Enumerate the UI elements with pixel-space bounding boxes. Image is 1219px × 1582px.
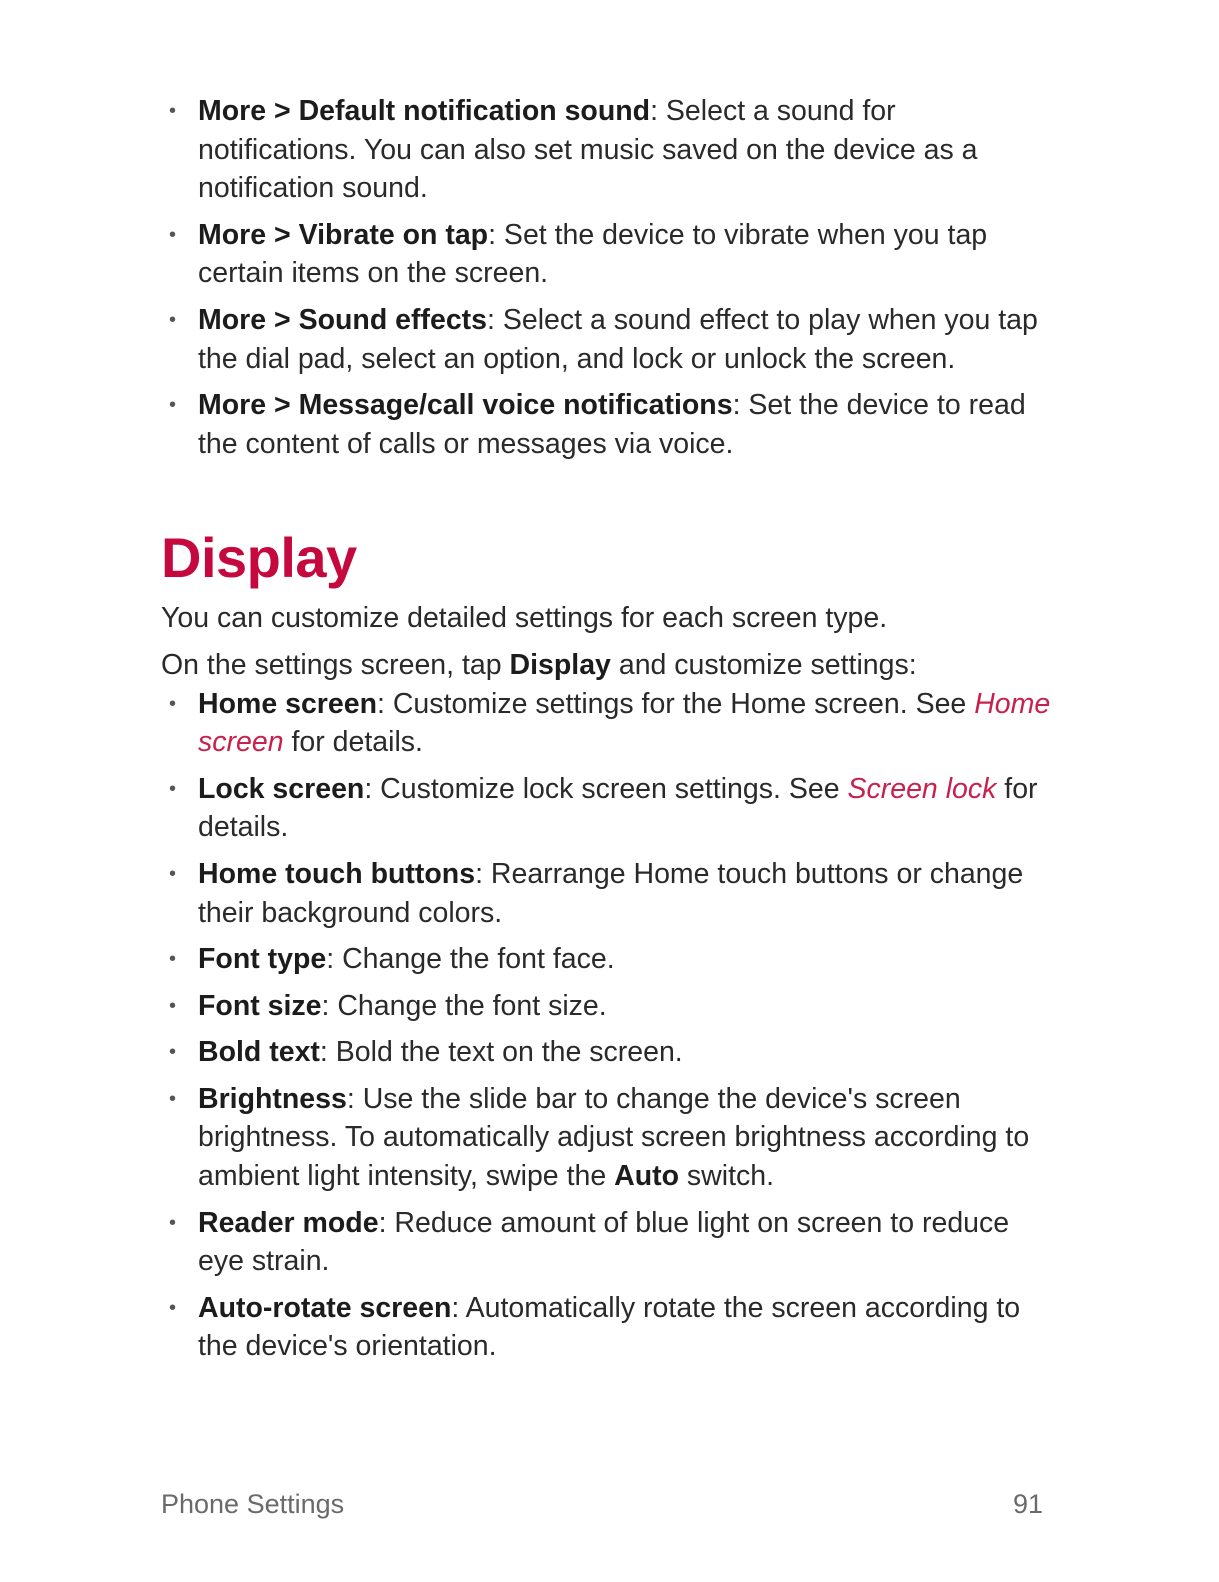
section-heading-display: Display [161, 526, 357, 590]
bullet-icon: • [169, 948, 177, 971]
display-settings-list [161, 685, 1061, 1367]
setting-description: : Change the font size. [321, 989, 607, 1022]
setting-description: : Set the device to vibrate when you tap certain items on the screen. [198, 218, 988, 290]
setting-description-end: switch. [679, 1160, 775, 1193]
setting-description: : Automatically rotate the screen according to the device's orientation. [198, 1291, 1021, 1363]
setting-term: Message/call voice notifications [298, 389, 733, 422]
setting-description: : Rearrange Home touch buttons or change their background colors. [198, 857, 1024, 929]
menu-path-separator: > [266, 389, 299, 422]
menu-path-separator: > [266, 95, 299, 127]
setting-description: : Set the device to read the content of calls or messages via voice. [198, 389, 1026, 460]
list-item-reader-mode [161, 1204, 1061, 1281]
bullet-icon: • [169, 777, 177, 800]
setting-term: Bold text [198, 1036, 320, 1069]
instruction-pre: On the settings screen, tap [161, 648, 510, 681]
auto-switch-term: Auto [614, 1160, 679, 1193]
setting-term: Reader mode [198, 1206, 379, 1239]
setting-term: Home touch buttons [198, 857, 476, 890]
list-item-lock-screen [161, 770, 1061, 847]
list-item-font-size [161, 987, 1061, 1026]
list-item-brightness [161, 1080, 1061, 1196]
menu-path-separator: > [266, 303, 299, 336]
setting-description: : Reduce amount of blue light on screen to reduce eye strain. [198, 1206, 1010, 1278]
bullet-icon: • [169, 1041, 177, 1064]
setting-description-end: for details. [283, 726, 423, 759]
setting-term: Brightness [198, 1082, 347, 1115]
bullet-icon: • [169, 394, 177, 417]
footer-page-number: 91 [1012, 1489, 1043, 1519]
menu-path-more: More [198, 389, 267, 422]
setting-term: Home screen [198, 687, 378, 720]
home-screen-link[interactable]: Home screen [198, 687, 1051, 759]
instruction-term: Display [509, 648, 611, 681]
setting-description: : Change the font face. [326, 943, 615, 976]
bullet-icon: • [169, 994, 177, 1017]
bullet-icon: • [169, 692, 177, 715]
setting-term: Font size [198, 989, 322, 1022]
page-content [161, 92, 1061, 1374]
setting-description: : Use the slide bar to change the device's screen brightness. To automatically adjust screen brightness according to ambient light intensity, swipe the [198, 1082, 1030, 1193]
list-item [161, 301, 1061, 378]
setting-term: Vibrate on tap [298, 218, 489, 251]
list-item [161, 386, 1061, 463]
sound-settings-list [161, 92, 1061, 463]
list-item-bold-text [161, 1033, 1061, 1072]
bullet-icon: • [169, 862, 177, 885]
setting-description-end: for details. [198, 772, 1038, 844]
bullet-icon: • [169, 1296, 177, 1319]
section-intro: You can customize detailed settings for each screen type. [161, 602, 888, 635]
setting-description: : Select a sound effect to play when you tap the dial pad, select an option, and lock or unlock the screen. [198, 303, 1038, 375]
setting-description: : Customize lock screen settings. See [364, 772, 848, 805]
setting-term: Default notification sound [298, 95, 651, 127]
setting-description: : Select a sound for notifications. You can also set music saved on the device as a notification sound. [198, 95, 978, 205]
setting-term: Font type [198, 943, 327, 976]
list-item [161, 92, 1061, 208]
screen-lock-link[interactable]: Screen lock [847, 772, 997, 805]
bullet-icon: • [169, 223, 177, 246]
bullet-icon: • [169, 308, 177, 331]
footer-section-title: Phone Settings [161, 1489, 345, 1519]
list-item-home-screen [161, 685, 1061, 762]
menu-path-more: More [198, 218, 267, 251]
setting-term: Sound effects [298, 303, 488, 336]
bullet-icon: • [169, 100, 177, 122]
bullet-icon: • [169, 1087, 177, 1110]
menu-path-more: More [198, 303, 267, 336]
setting-description: : Customize settings for the Home screen. See [377, 687, 975, 720]
list-item [161, 216, 1061, 293]
instruction-post: and customize settings: [610, 648, 917, 681]
setting-description: : Bold the text on the screen. [319, 1036, 683, 1069]
list-item-auto-rotate-screen [161, 1289, 1061, 1366]
menu-path-more: More [198, 95, 267, 127]
setting-term: Lock screen [198, 772, 365, 805]
list-item-font-type [161, 940, 1061, 979]
list-item-home-touch-buttons [161, 855, 1061, 932]
bullet-icon: • [169, 1211, 177, 1234]
setting-term: Auto-rotate screen [198, 1291, 452, 1324]
menu-path-separator: > [266, 218, 299, 251]
section-instruction [161, 646, 1061, 685]
